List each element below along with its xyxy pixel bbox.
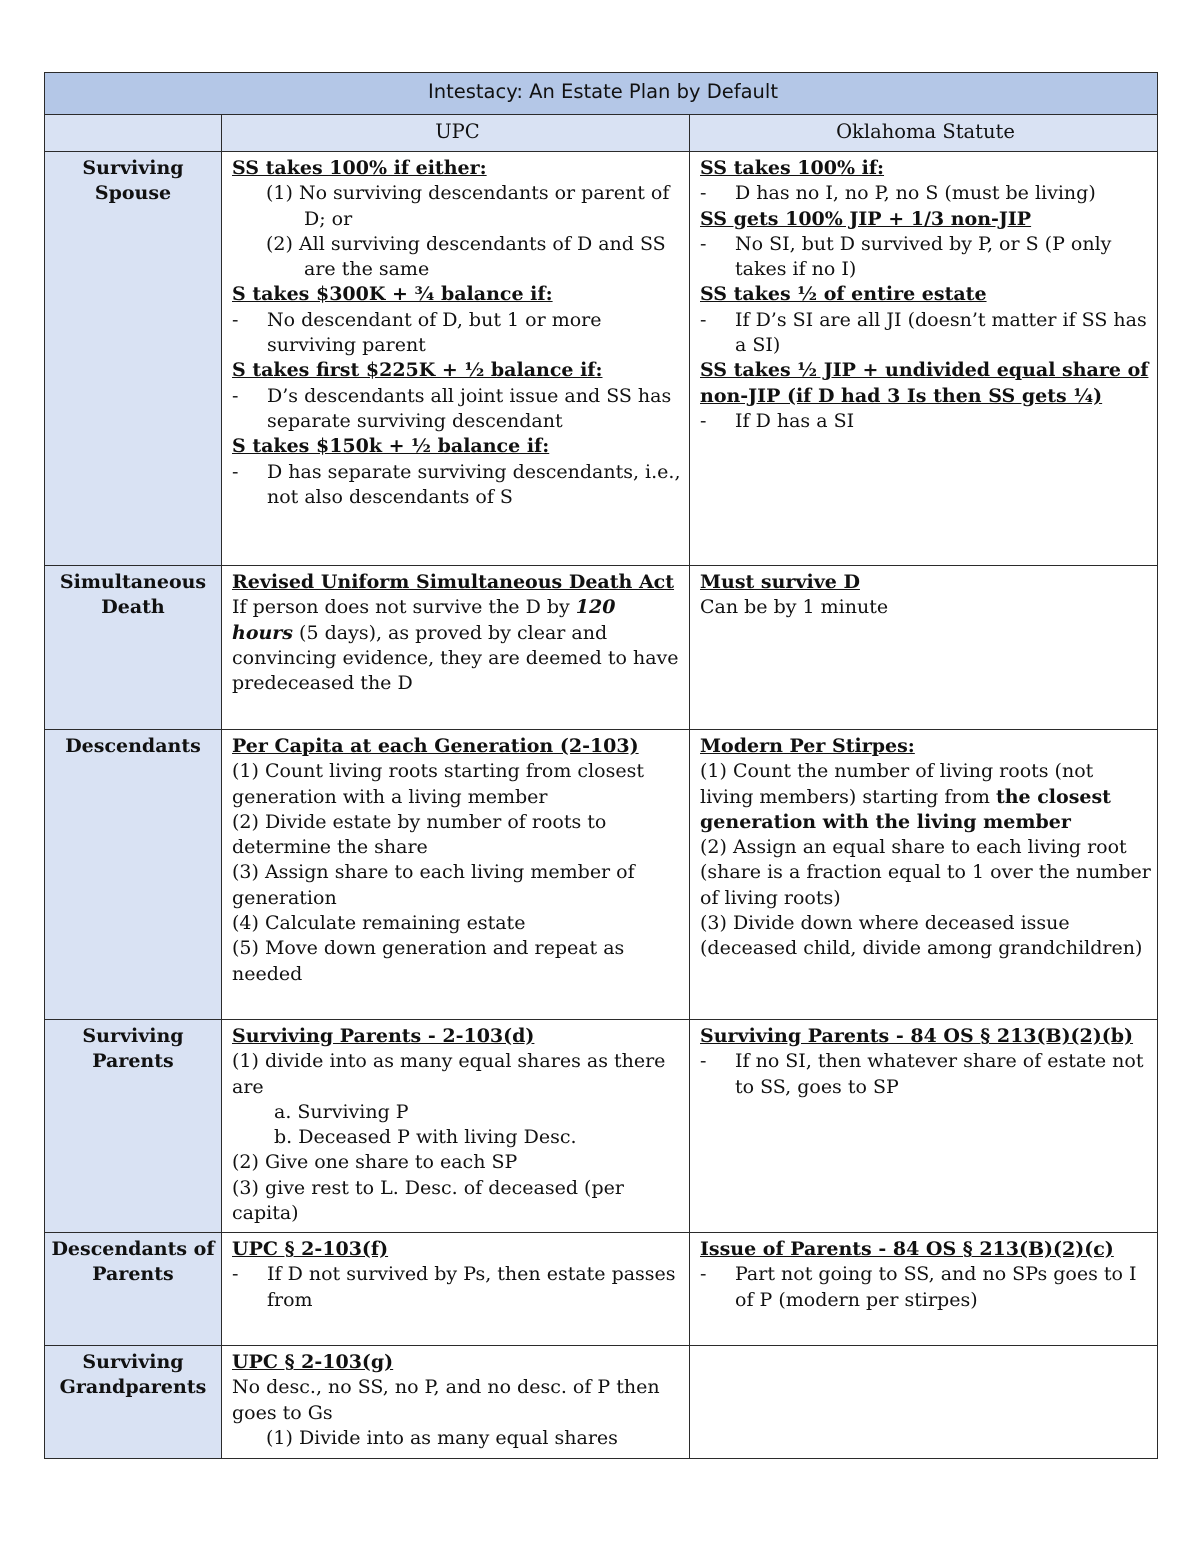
list-item: (1) Divide into as many equal shares bbox=[266, 1426, 618, 1449]
bullet-item: - If no SI, then whatever share of estate not to SS, goes to SP bbox=[700, 1049, 1151, 1100]
upc-text-emphasis: 120 hours bbox=[232, 596, 616, 644]
ok-step-1 bbox=[700, 759, 1151, 835]
ok-text-emphasis: the closest generation with the living member bbox=[700, 785, 1111, 833]
bullet-item: - No descendant of D, but 1 or more surviving parent bbox=[232, 308, 683, 359]
ok-text: Can be by 1 minute bbox=[700, 596, 889, 619]
list-item: (1) divide into as many equal shares as there are bbox=[232, 1050, 666, 1098]
section-heading: Surviving Parents - 84 OS § 213(B)(2)(b) bbox=[700, 1025, 1134, 1047]
row-surviving-spouse bbox=[45, 152, 1158, 566]
intestacy-table bbox=[44, 72, 1158, 1459]
section-heading: UPC § 2-103(f) bbox=[232, 1238, 389, 1260]
upc-cell-surviving-spouse bbox=[222, 152, 690, 566]
header-upc: UPC bbox=[222, 115, 690, 152]
upc-cell-surviving-parents bbox=[222, 1020, 690, 1233]
section-heading: UPC § 2-103(g) bbox=[232, 1351, 394, 1373]
list-item: (2) Give one share to each SP bbox=[232, 1151, 518, 1174]
header-row bbox=[45, 115, 1158, 152]
ok-heading: Must survive D bbox=[700, 571, 860, 593]
bullet-item: - If D has a SI bbox=[700, 409, 1151, 434]
section-heading: Issue of Parents - 84 OS § 213(B)(2)(c) bbox=[700, 1238, 1114, 1260]
list-item: (2) All surviving descendants of D and SS are the same bbox=[266, 232, 666, 281]
list-item: (5) Move down generation and repeat as needed bbox=[232, 937, 625, 985]
row-label-surviving-parents: Surviving Parents bbox=[45, 1020, 222, 1233]
bullet-item: - If D not survived by Ps, then estate passes from bbox=[232, 1262, 683, 1313]
section-heading: S takes $300K + ¾ balance if: bbox=[232, 283, 553, 306]
upc-cell-simultaneous-death bbox=[222, 566, 690, 730]
section-heading: SS takes ½ JIP + undivided equal share of non-JIP (if D had 3 Is then SS gets ¼) bbox=[700, 359, 1149, 407]
upc-heading: Revised Uniform Simultaneous Death Act bbox=[232, 571, 675, 593]
list-item: (1) No surviving descendants or parent of D; or bbox=[266, 182, 670, 230]
row-surviving-grandparents bbox=[45, 1346, 1158, 1459]
section-heading: S takes first $225K + ½ balance if: bbox=[232, 359, 603, 382]
list-item: (3) give rest to L. Desc. of deceased (per capita) bbox=[232, 1176, 624, 1225]
list-item: a. Surviving P bbox=[274, 1100, 409, 1123]
bullet-item: - If D’s SI are all JI (doesn’t matter if SS has a SI) bbox=[700, 308, 1151, 359]
upc-cell-descendants-of-parents bbox=[222, 1233, 690, 1346]
ok-text-part: (1) Count the number of living roots (not living members) starting from bbox=[700, 760, 1094, 808]
upc-text bbox=[232, 595, 683, 696]
section-heading: Per Capita at each Generation (2-103) bbox=[232, 735, 639, 757]
row-label-descendants-of-parents: Descendants of Parents bbox=[45, 1233, 222, 1346]
section-heading: SS gets 100% JIP + 1/3 non-JIP bbox=[700, 207, 1032, 230]
bullet-item: - D has no I, no P, no S (must be living) bbox=[700, 181, 1151, 206]
list-item: (4) Calculate remaining estate bbox=[232, 912, 526, 935]
ok-step-3: (3) Divide down where deceased issue (deceased child, divide among grandchildren) bbox=[700, 912, 1143, 960]
list-item: (3) Assign share to each living member of generation bbox=[232, 861, 635, 909]
upc-cell-descendants bbox=[222, 730, 690, 1020]
list-item: (1) Count living roots starting from closest generation with a living member bbox=[232, 760, 644, 808]
ok-cell-surviving-parents bbox=[690, 1020, 1158, 1233]
row-label-surviving-spouse: Surviving Spouse bbox=[45, 152, 222, 566]
ok-cell-descendants-of-parents bbox=[690, 1233, 1158, 1346]
row-descendants bbox=[45, 730, 1158, 1020]
list-item: No desc., no SS, no P, and no desc. of P then goes to Gs bbox=[232, 1376, 660, 1424]
row-surviving-parents bbox=[45, 1020, 1158, 1233]
header-blank bbox=[45, 115, 222, 152]
ok-cell-surviving-spouse bbox=[690, 152, 1158, 566]
section-heading: Surviving Parents - 2-103(d) bbox=[232, 1025, 535, 1047]
ok-cell-surviving-grandparents bbox=[690, 1346, 1158, 1459]
upc-text-part: If person does not survive the D by bbox=[232, 596, 576, 619]
upc-cell-surviving-grandparents bbox=[222, 1346, 690, 1459]
bullet-item: - D’s descendants all joint issue and SS has separate surviving descendant bbox=[232, 384, 683, 435]
row-descendants-of-parents bbox=[45, 1233, 1158, 1346]
header-oklahoma: Oklahoma Statute bbox=[690, 115, 1158, 152]
section-heading: SS takes 100% if either: bbox=[232, 157, 487, 179]
title-row bbox=[45, 73, 1158, 115]
list-item: (2) Divide estate by number of roots to determine the share bbox=[232, 810, 607, 859]
bullet-item: - D has separate surviving descendants, i.e., not also descendants of S bbox=[232, 460, 683, 511]
section-heading: S takes $150k + ½ balance if: bbox=[232, 435, 550, 458]
table-title: Intestacy: An Estate Plan by Default bbox=[45, 73, 1158, 115]
row-label-descendants: Descendants bbox=[45, 730, 222, 1020]
ok-step-2: (2) Assign an equal share to each living root (share is a fraction equal to 1 over the number of living roots) bbox=[700, 836, 1151, 909]
section-heading: SS takes ½ of entire estate bbox=[700, 283, 987, 306]
bullet-item: - Part not going to SS, and no SPs goes to I of P (modern per stirpes) bbox=[700, 1262, 1151, 1313]
bullet-item: - No SI, but D survived by P, or S (P only takes if no I) bbox=[700, 232, 1151, 283]
list-item: b. Deceased P with living Desc. bbox=[274, 1126, 577, 1149]
row-label-simultaneous-death: Simultaneous Death bbox=[45, 566, 222, 730]
row-simultaneous-death bbox=[45, 566, 1158, 730]
ok-heading: Modern Per Stirpes: bbox=[700, 735, 915, 757]
section-heading: SS takes 100% if: bbox=[700, 157, 885, 179]
ok-cell-simultaneous-death bbox=[690, 566, 1158, 730]
row-label-surviving-grandparents: Surviving Grandparents bbox=[45, 1346, 222, 1459]
ok-cell-descendants bbox=[690, 730, 1158, 1020]
upc-text-part: (5 days), as proved by clear and convincing evidence, they are deemed to have predeceased the D bbox=[232, 621, 679, 695]
